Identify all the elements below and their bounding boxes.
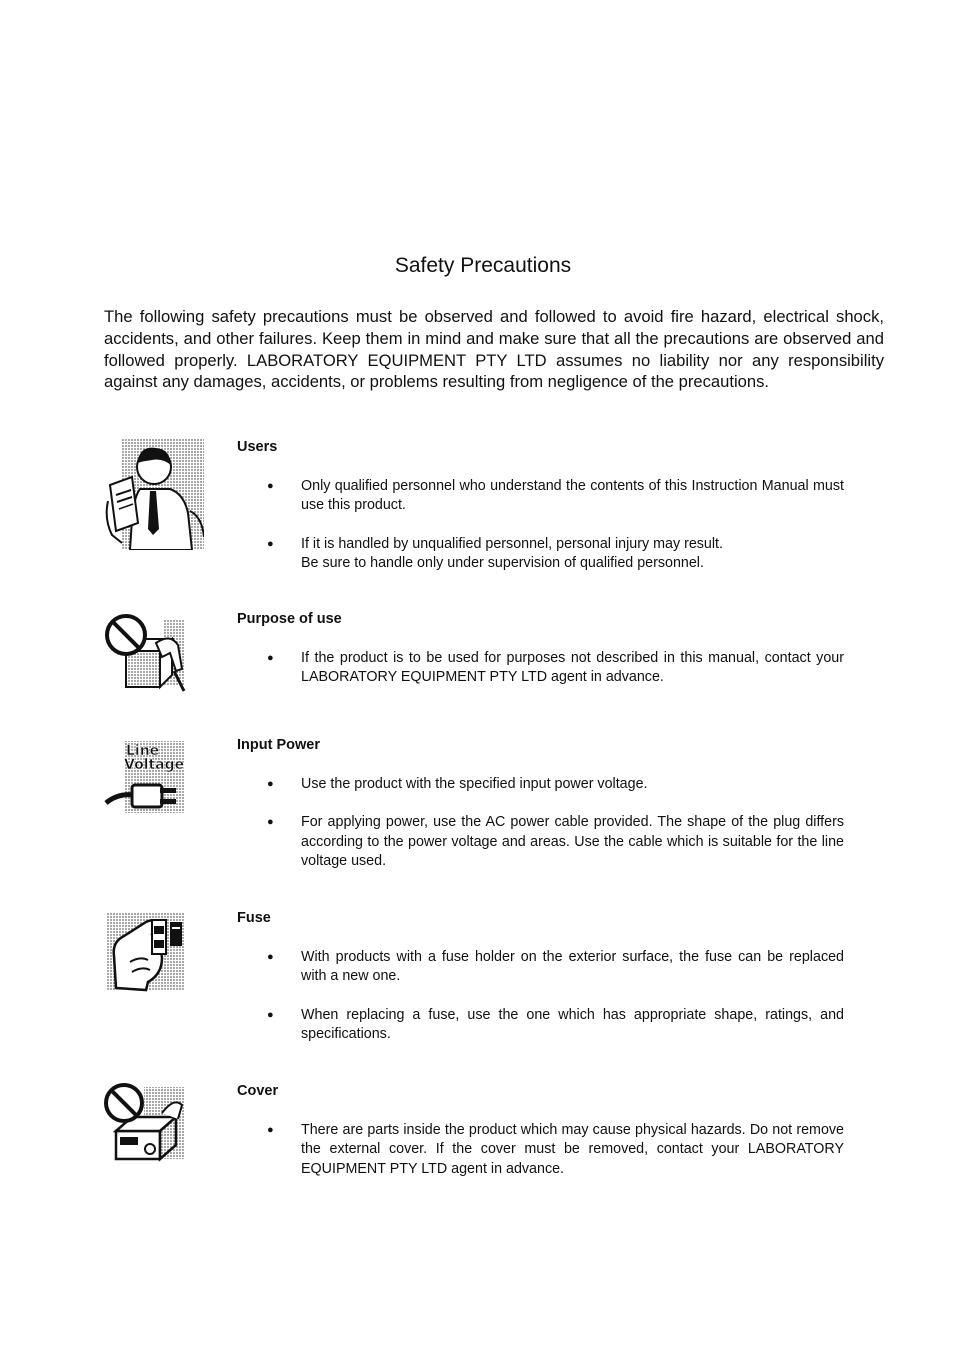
section-purpose-of-use	[104, 611, 844, 701]
svg-text:Voltage: Voltage	[124, 757, 185, 773]
section-heading-fuse: Fuse	[237, 910, 271, 926]
section-cover	[104, 1083, 844, 1193]
do-not-remove-cover-icon	[104, 1083, 188, 1168]
list-item: ● When replacing a fuse, use the one which has appropriate shape, ratings, and specifications.	[267, 1006, 844, 1045]
input-power-bullet-list	[267, 775, 844, 890]
section-heading-cover: Cover	[237, 1083, 279, 1099]
list-item: ● With products with a fuse holder on the exterior surface, the fuse can be replaced with a new one.	[267, 948, 844, 987]
page-title: Safety Precautions	[394, 254, 572, 277]
section-input-power	[104, 737, 844, 877]
section-heading-users: Users	[237, 439, 278, 455]
cover-bullet-list	[267, 1121, 844, 1198]
users-bullet-list	[267, 477, 844, 592]
hand-holding-fuse-icon	[104, 910, 188, 997]
prohibited-use-icon	[104, 611, 188, 698]
purpose-bullet-list	[267, 649, 844, 707]
list-item: ● Use the product with the specified input power voltage.	[267, 775, 844, 794]
section-heading-input-power: Input Power	[237, 737, 320, 753]
list-item: ● Only qualified personnel who understand the contents of this Instruction Manual must use this product.	[267, 477, 844, 516]
list-item: ● If it is handled by unqualified personnel, personal injury may result. Be sure to handle only under supervision of qualified personnel.	[267, 535, 844, 574]
list-item: ● For applying power, use the AC power cable provided. The shape of the plug differs according to the power voltage and areas. Use the cable which is suitable for the line voltage used.	[267, 813, 844, 871]
line-voltage-plug-icon	[104, 737, 186, 822]
section-users	[104, 439, 844, 579]
section-fuse	[104, 910, 844, 1050]
intro-paragraph: The following safety precautions must be observed and followed to avoid fire hazard, electrical shock, accidents, and other failures. Keep them in mind and make sure that all the precautions are observed and followed properly. LABORATORY EQUIPMENT PTY LTD assumes no liability nor any responsibility against any damages, accidents, or problems resulting from negligence of the precautions.	[104, 307, 884, 392]
list-item: ● If the product is to be used for purposes not described in this manual, contact your LABORATORY EQUIPMENT PTY LTD agent in advance.	[267, 649, 844, 688]
person-reading-manual-icon	[104, 439, 204, 555]
svg-text:Line: Line	[126, 743, 160, 759]
list-item: ● There are parts inside the product which may cause physical hazards. Do not remove the external cover. If the cover must be removed, contact your LABORATORY EQUIPMENT PTY LTD agent in advance.	[267, 1121, 844, 1179]
fuse-bullet-list	[267, 948, 844, 1063]
section-heading-purpose-of-use: Purpose of use	[237, 611, 342, 627]
